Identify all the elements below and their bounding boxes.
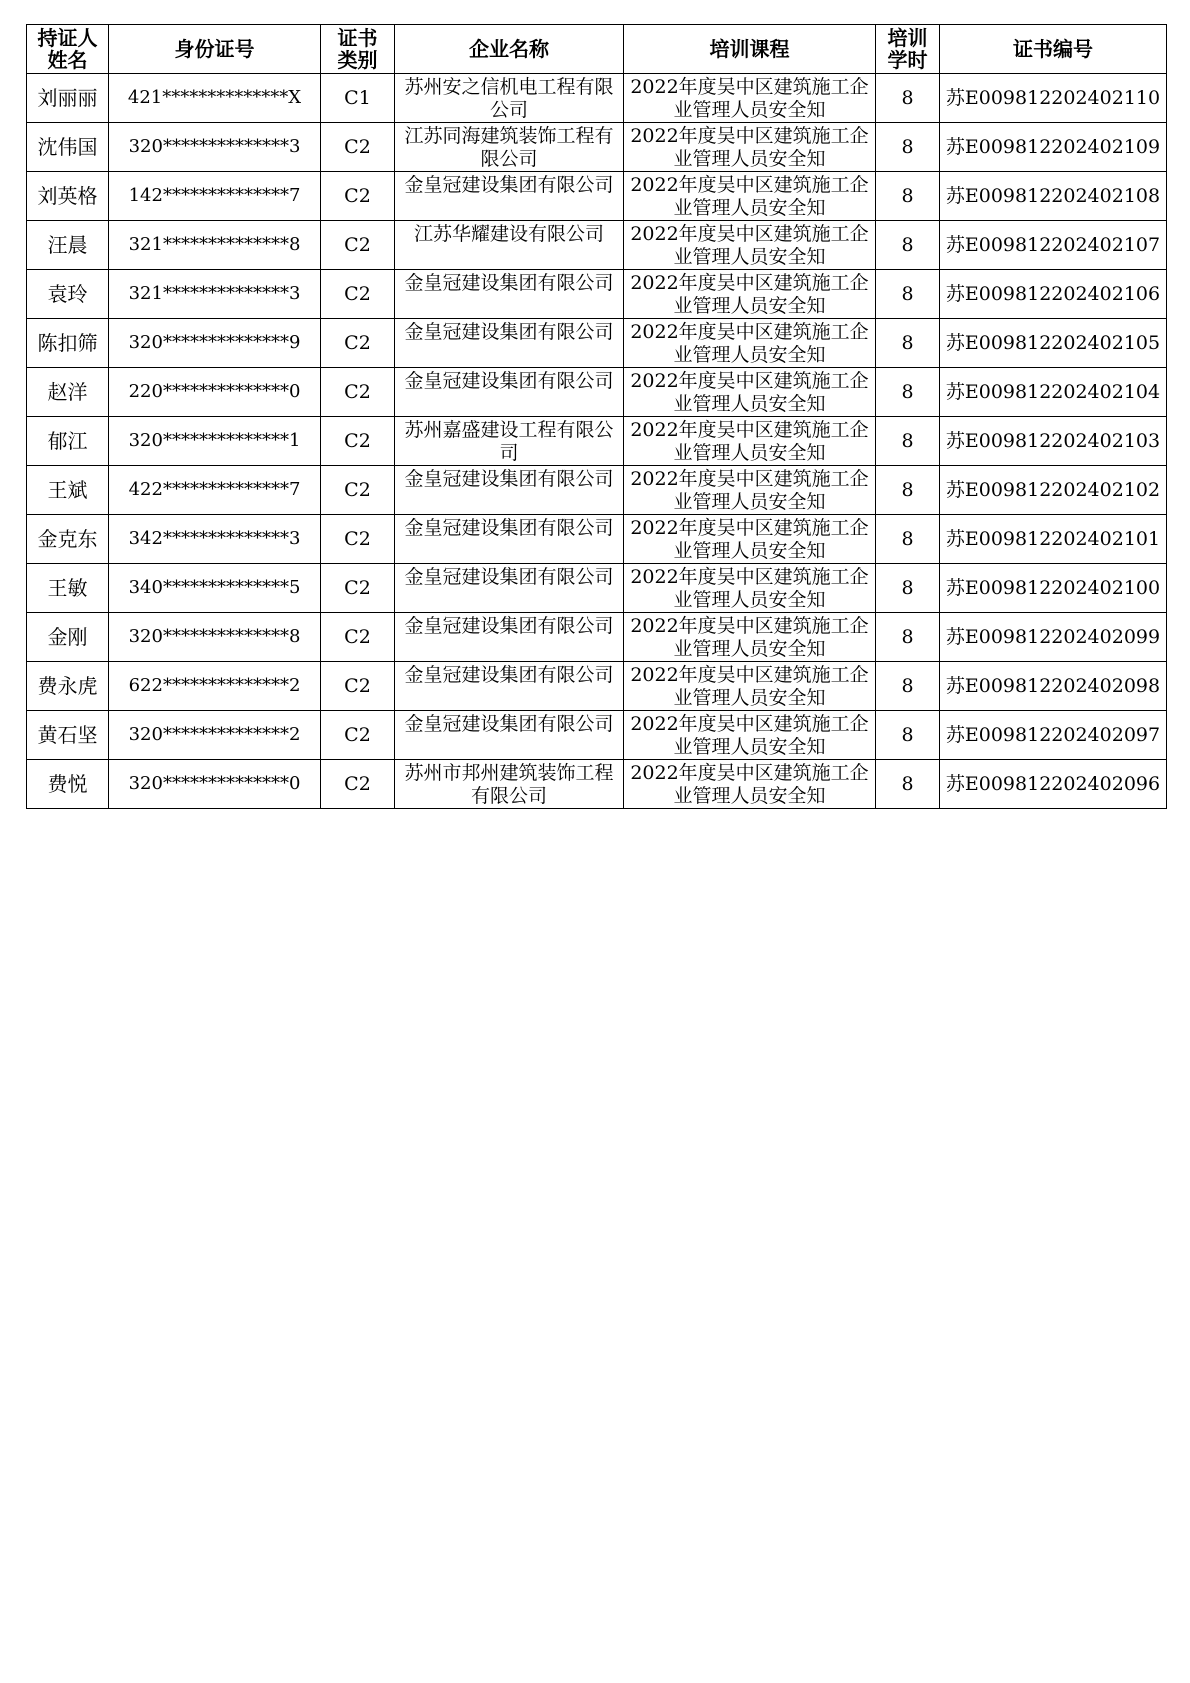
- company-cell-text: 金皇冠建设集团有限公司: [404, 370, 614, 392]
- id-number-cell-text: 320**************9: [128, 332, 301, 353]
- holder-name-cell: [27, 711, 109, 760]
- id-number-cell: [109, 515, 321, 564]
- cert-type-cell-text: C2: [344, 185, 371, 207]
- company-cell-text: 金皇冠建设集团有限公司: [404, 615, 614, 637]
- cert-type-cell-text: C2: [344, 724, 371, 746]
- table-row: [27, 319, 1167, 368]
- cert-number-cell: [940, 417, 1167, 466]
- cert-number-cell-text: 苏E009812202402108: [945, 185, 1161, 207]
- cert-type-cell: [321, 172, 395, 221]
- cert-number-cell-text: 苏E009812202402103: [945, 430, 1161, 452]
- holder-name-cell: [27, 319, 109, 368]
- hours-cell-text: 8: [901, 479, 914, 501]
- cert-type-cell-text: C1: [344, 87, 371, 109]
- header-cert-number: 证书编号: [940, 25, 1167, 74]
- hours-cell-text: 8: [901, 87, 914, 109]
- holder-name-cell-text: 金刚: [47, 625, 88, 649]
- cert-number-cell-text: 苏E009812202402098: [945, 675, 1161, 697]
- holder-name-cell: [27, 123, 109, 172]
- holder-name-cell: [27, 515, 109, 564]
- cert-number-cell-text: 苏E009812202402109: [945, 136, 1161, 158]
- holder-name-cell: [27, 662, 109, 711]
- course-cell: [624, 123, 876, 172]
- course-cell: [624, 74, 876, 123]
- course-cell-text: 2022年度吴中区建筑施工企业管理人员安全知: [630, 566, 869, 611]
- hours-cell-text: 8: [901, 136, 914, 158]
- cert-type-cell: [321, 319, 395, 368]
- holder-name-cell-text: 沈伟国: [37, 135, 98, 159]
- holder-name-cell: [27, 613, 109, 662]
- id-number-cell: [109, 270, 321, 319]
- holder-name-cell-text: 费悦: [47, 772, 88, 796]
- hours-cell-text: 8: [901, 675, 914, 697]
- cert-number-cell: [940, 74, 1167, 123]
- course-cell-text: 2022年度吴中区建筑施工企业管理人员安全知: [630, 76, 869, 121]
- cert-type-cell: [321, 466, 395, 515]
- holder-name-cell-text: 赵洋: [47, 380, 88, 404]
- hours-cell-text: 8: [901, 283, 914, 305]
- cert-type-cell: [321, 74, 395, 123]
- table-row: [27, 123, 1167, 172]
- course-cell-text: 2022年度吴中区建筑施工企业管理人员安全知: [630, 321, 869, 366]
- holder-name-cell: [27, 760, 109, 809]
- cert-number-cell: [940, 319, 1167, 368]
- hours-cell-text: 8: [901, 185, 914, 207]
- company-cell-text: 苏州安之信机电工程有限公司: [404, 76, 614, 121]
- course-cell: [624, 515, 876, 564]
- holder-name-cell: [27, 270, 109, 319]
- course-cell-text: 2022年度吴中区建筑施工企业管理人员安全知: [630, 762, 869, 807]
- course-cell-text: 2022年度吴中区建筑施工企业管理人员安全知: [630, 517, 869, 562]
- hours-cell: [876, 123, 940, 172]
- holder-name-cell-text: 黄石坚: [37, 723, 98, 747]
- id-number-cell: [109, 662, 321, 711]
- id-number-cell: [109, 368, 321, 417]
- table-row: [27, 172, 1167, 221]
- hours-cell: [876, 613, 940, 662]
- company-cell: [395, 172, 624, 221]
- company-cell-text: 金皇冠建设集团有限公司: [404, 321, 614, 343]
- course-cell-text: 2022年度吴中区建筑施工企业管理人员安全知: [630, 174, 869, 219]
- cert-number-cell: [940, 123, 1167, 172]
- table-row: [27, 221, 1167, 270]
- holder-name-cell: [27, 74, 109, 123]
- id-number-cell: [109, 172, 321, 221]
- course-cell: [624, 564, 876, 613]
- cert-type-cell-text: C2: [344, 332, 371, 354]
- table-row: [27, 613, 1167, 662]
- company-cell-text: 金皇冠建设集团有限公司: [404, 664, 614, 686]
- holder-name-cell-text: 陈扣筛: [37, 331, 98, 355]
- company-cell-text: 苏州市邦州建筑装饰工程有限公司: [404, 762, 614, 807]
- course-cell: [624, 760, 876, 809]
- company-cell-text: 金皇冠建设集团有限公司: [404, 468, 614, 490]
- table-row: [27, 662, 1167, 711]
- cert-number-cell-text: 苏E009812202402102: [945, 479, 1161, 501]
- cert-number-cell-text: 苏E009812202402100: [945, 577, 1161, 599]
- hours-cell: [876, 270, 940, 319]
- id-number-cell-text: 142**************7: [128, 185, 301, 206]
- course-cell-text: 2022年度吴中区建筑施工企业管理人员安全知: [630, 615, 869, 660]
- cert-type-cell-text: C2: [344, 430, 371, 452]
- hours-cell-text: 8: [901, 430, 914, 452]
- id-number-cell: [109, 221, 321, 270]
- id-number-cell-text: 320**************8: [128, 626, 301, 647]
- company-cell-text: 金皇冠建设集团有限公司: [404, 174, 614, 196]
- cert-type-cell-text: C2: [344, 577, 371, 599]
- holder-name-cell: [27, 466, 109, 515]
- table-header-row: [27, 25, 1167, 74]
- cert-type-cell: [321, 662, 395, 711]
- hours-cell: [876, 221, 940, 270]
- cert-number-cell: [940, 172, 1167, 221]
- id-number-cell: [109, 319, 321, 368]
- hours-cell: [876, 760, 940, 809]
- cert-type-cell-text: C2: [344, 234, 371, 256]
- id-number-cell-text: 321**************3: [128, 283, 301, 304]
- table-row: [27, 417, 1167, 466]
- id-number-cell: [109, 613, 321, 662]
- cert-number-cell: [940, 662, 1167, 711]
- cert-number-cell: [940, 564, 1167, 613]
- table-row: [27, 711, 1167, 760]
- holder-name-cell-text: 袁玲: [47, 282, 88, 306]
- cert-type-cell: [321, 270, 395, 319]
- cert-number-cell: [940, 221, 1167, 270]
- company-cell: [395, 368, 624, 417]
- cert-type-cell: [321, 123, 395, 172]
- course-cell: [624, 319, 876, 368]
- course-cell: [624, 368, 876, 417]
- hours-cell-text: 8: [901, 234, 914, 256]
- hours-cell-text: 8: [901, 528, 914, 550]
- id-number-cell-text: 622**************2: [128, 675, 301, 696]
- hours-cell-text: 8: [901, 626, 914, 648]
- company-cell-text: 金皇冠建设集团有限公司: [404, 517, 614, 539]
- company-cell: [395, 319, 624, 368]
- cert-number-cell: [940, 466, 1167, 515]
- cert-type-cell-text: C2: [344, 528, 371, 550]
- id-number-cell-text: 342**************3: [128, 528, 301, 549]
- company-cell: [395, 74, 624, 123]
- cert-type-cell-text: C2: [344, 479, 371, 501]
- course-cell-text: 2022年度吴中区建筑施工企业管理人员安全知: [630, 419, 869, 464]
- company-cell-text: 金皇冠建设集团有限公司: [404, 566, 614, 588]
- course-cell: [624, 221, 876, 270]
- cert-type-cell: [321, 613, 395, 662]
- course-cell-text: 2022年度吴中区建筑施工企业管理人员安全知: [630, 468, 869, 513]
- course-cell-text: 2022年度吴中区建筑施工企业管理人员安全知: [630, 370, 869, 415]
- company-cell-text: 金皇冠建设集团有限公司: [404, 272, 614, 294]
- cert-type-cell: [321, 760, 395, 809]
- cert-number-cell-text: 苏E009812202402106: [945, 283, 1161, 305]
- cert-type-cell-text: C2: [344, 283, 371, 305]
- cert-number-cell: [940, 760, 1167, 809]
- company-cell: [395, 613, 624, 662]
- hours-cell-text: 8: [901, 773, 914, 795]
- cert-type-cell-text: C2: [344, 626, 371, 648]
- holder-name-cell-text: 王斌: [47, 478, 88, 502]
- id-number-cell-text: 320**************1: [128, 430, 301, 451]
- cert-type-cell-text: C2: [344, 773, 371, 795]
- company-cell: [395, 515, 624, 564]
- course-cell-text: 2022年度吴中区建筑施工企业管理人员安全知: [630, 272, 869, 317]
- company-cell: [395, 662, 624, 711]
- certificate-table: [26, 24, 1167, 809]
- id-number-cell-text: 320**************2: [128, 724, 301, 745]
- id-number-cell: [109, 711, 321, 760]
- cert-number-cell: [940, 613, 1167, 662]
- company-cell: [395, 123, 624, 172]
- course-cell: [624, 711, 876, 760]
- course-cell: [624, 466, 876, 515]
- cert-number-cell-text: 苏E009812202402099: [945, 626, 1161, 648]
- cert-number-cell: [940, 515, 1167, 564]
- cert-type-cell: [321, 417, 395, 466]
- cert-type-cell: [321, 221, 395, 270]
- cert-number-cell: [940, 711, 1167, 760]
- header-id-number: 身份证号: [109, 25, 321, 74]
- id-number-cell-text: 422**************7: [128, 479, 301, 500]
- table-row: [27, 515, 1167, 564]
- id-number-cell-text: 320**************0: [128, 773, 301, 794]
- hours-cell-text: 8: [901, 332, 914, 354]
- hours-cell: [876, 172, 940, 221]
- company-cell: [395, 466, 624, 515]
- holder-name-cell: [27, 564, 109, 613]
- id-number-cell: [109, 760, 321, 809]
- company-cell: [395, 270, 624, 319]
- holder-name-cell-text: 费永虎: [37, 674, 98, 698]
- holder-name-cell: [27, 417, 109, 466]
- hours-cell: [876, 368, 940, 417]
- cert-type-cell-text: C2: [344, 675, 371, 697]
- id-number-cell: [109, 417, 321, 466]
- holder-name-cell-text: 刘丽丽: [37, 86, 98, 110]
- header-cert-type: 证书类别: [321, 25, 395, 74]
- company-cell: [395, 760, 624, 809]
- hours-cell: [876, 417, 940, 466]
- cert-number-cell-text: 苏E009812202402105: [945, 332, 1161, 354]
- cert-number-cell-text: 苏E009812202402101: [945, 528, 1161, 550]
- company-cell-text: 江苏华耀建设有限公司: [413, 223, 604, 245]
- header-course: 培训课程: [624, 25, 876, 74]
- table-row: [27, 368, 1167, 417]
- id-number-cell: [109, 564, 321, 613]
- header-holder-name: 持证人姓名: [27, 25, 109, 74]
- holder-name-cell: [27, 221, 109, 270]
- cert-number-cell: [940, 270, 1167, 319]
- hours-cell: [876, 515, 940, 564]
- holder-name-cell: [27, 172, 109, 221]
- header-hours: 培训学时: [876, 25, 940, 74]
- cert-type-cell: [321, 711, 395, 760]
- company-cell-text: 金皇冠建设集团有限公司: [404, 713, 614, 735]
- holder-name-cell-text: 郁江: [47, 429, 88, 453]
- cert-type-cell: [321, 564, 395, 613]
- id-number-cell: [109, 74, 321, 123]
- course-cell: [624, 270, 876, 319]
- holder-name-cell-text: 王敏: [47, 576, 88, 600]
- course-cell-text: 2022年度吴中区建筑施工企业管理人员安全知: [630, 223, 869, 268]
- cert-number-cell-text: 苏E009812202402104: [945, 381, 1161, 403]
- table-row: [27, 760, 1167, 809]
- table-row: [27, 564, 1167, 613]
- hours-cell-text: 8: [901, 381, 914, 403]
- table-row: [27, 466, 1167, 515]
- holder-name-cell: [27, 368, 109, 417]
- table-body: [27, 74, 1167, 809]
- cert-number-cell-text: 苏E009812202402107: [945, 234, 1161, 256]
- course-cell: [624, 417, 876, 466]
- course-cell: [624, 613, 876, 662]
- holder-name-cell-text: 刘英格: [37, 184, 98, 208]
- id-number-cell-text: 421**************X: [127, 87, 302, 108]
- hours-cell: [876, 466, 940, 515]
- cert-number-cell-text: 苏E009812202402110: [945, 87, 1161, 109]
- id-number-cell: [109, 123, 321, 172]
- hours-cell: [876, 319, 940, 368]
- cert-type-cell: [321, 515, 395, 564]
- hours-cell: [876, 711, 940, 760]
- company-cell: [395, 564, 624, 613]
- id-number-cell-text: 321**************8: [128, 234, 301, 255]
- cert-type-cell: [321, 368, 395, 417]
- company-cell-text: 江苏同海建筑装饰工程有限公司: [404, 125, 614, 170]
- hours-cell: [876, 564, 940, 613]
- cert-number-cell-text: 苏E009812202402096: [945, 773, 1161, 795]
- cert-type-cell-text: C2: [344, 136, 371, 158]
- course-cell: [624, 662, 876, 711]
- id-number-cell-text: 320**************3: [128, 136, 301, 157]
- company-cell: [395, 417, 624, 466]
- id-number-cell-text: 340**************5: [128, 577, 301, 598]
- id-number-cell: [109, 466, 321, 515]
- company-cell: [395, 711, 624, 760]
- cert-number-cell-text: 苏E009812202402097: [945, 724, 1161, 746]
- header-company: 企业名称: [395, 25, 624, 74]
- hours-cell: [876, 74, 940, 123]
- course-cell-text: 2022年度吴中区建筑施工企业管理人员安全知: [630, 125, 869, 170]
- hours-cell-text: 8: [901, 724, 914, 746]
- course-cell-text: 2022年度吴中区建筑施工企业管理人员安全知: [630, 713, 869, 758]
- hours-cell: [876, 662, 940, 711]
- course-cell-text: 2022年度吴中区建筑施工企业管理人员安全知: [630, 664, 869, 709]
- hours-cell-text: 8: [901, 577, 914, 599]
- holder-name-cell-text: 金克东: [37, 527, 98, 551]
- cert-type-cell-text: C2: [344, 381, 371, 403]
- company-cell: [395, 221, 624, 270]
- company-cell-text: 苏州嘉盛建设工程有限公司: [404, 419, 614, 464]
- table-row: [27, 270, 1167, 319]
- id-number-cell-text: 220**************0: [128, 381, 301, 402]
- table-row: [27, 74, 1167, 123]
- cert-number-cell: [940, 368, 1167, 417]
- holder-name-cell-text: 汪晨: [47, 233, 88, 257]
- course-cell: [624, 172, 876, 221]
